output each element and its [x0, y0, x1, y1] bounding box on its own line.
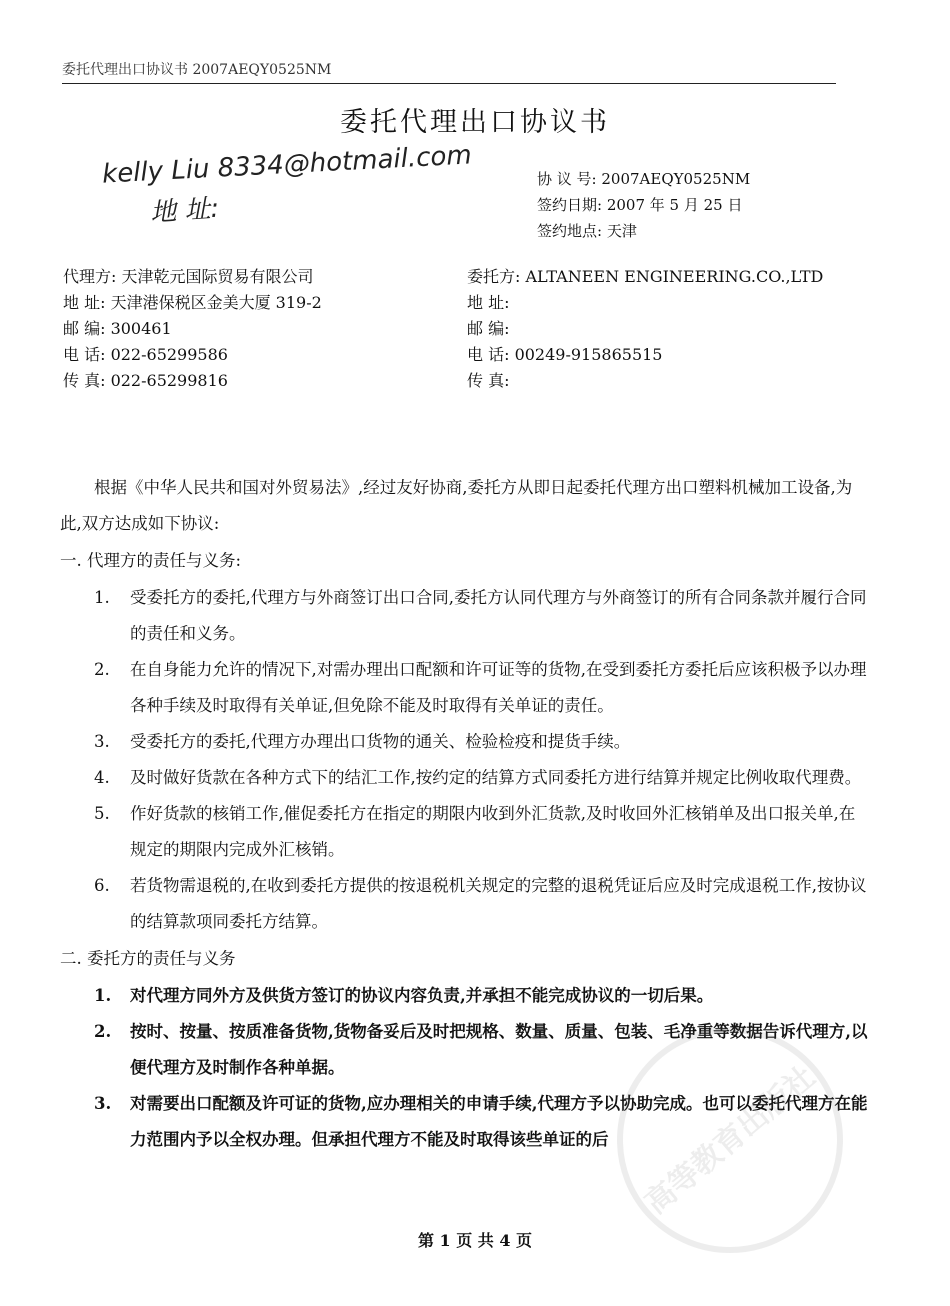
item-text: 若货物需退税的,在收到委托方提供的按退税机关规定的完整的退税凭证后应及时完成退税工作,按协议的结算款项同委托方结算。 — [130, 876, 867, 931]
agent-name: 代理方: 天津乾元国际贸易有限公司 — [63, 267, 314, 286]
item-number: 2. — [94, 1022, 112, 1041]
principal-fax: 传 真: — [467, 371, 510, 390]
agreement-meta — [537, 166, 750, 244]
section-1-item — [60, 760, 870, 796]
signing-date: 签约日期: 2007 年 5 月 25 日 — [537, 196, 743, 214]
item-text: 作好货款的核销工作,催促委托方在指定的期限内收到外汇货款,及时收回外汇核销单及出口报关单,在规定的期限内完成外汇核销。 — [130, 804, 856, 859]
item-text: 按时、按量、按质准备货物,货物备妥后及时把规格、数量、质量、包装、毛净重等数据告诉代理方,以便代理方及时制作各种单据。 — [130, 1022, 868, 1077]
item-text: 在自身能力允许的情况下,对需办理出口配额和许可证等的货物,在受到委托方委托后应该积极予以办理各种手续及时取得有关单证,但免除不能及时取得有关单证的责任。 — [130, 660, 867, 715]
principal-party-block — [467, 264, 823, 394]
agent-postcode: 邮 编: 300461 — [63, 319, 172, 338]
section-1-item — [60, 652, 870, 724]
principal-phone: 电 话: 00249-915865515 — [467, 345, 663, 364]
section-1-item — [60, 724, 870, 760]
document-title: 委托代理出口协议书 — [340, 107, 610, 138]
item-text: 对需要出口配额及许可证的货物,应办理相关的申请手续,代理方予以协助完成。也可以委托代理方在能力范围内予以全权办理。但承担代理方不能及时取得该些单证的后 — [130, 1094, 868, 1149]
item-number: 3. — [94, 732, 110, 751]
agent-address: 地 址: 天津港保税区金美大厦 319-2 — [63, 293, 322, 312]
handwritten-address-note: 地 址: — [149, 193, 221, 229]
intro-paragraph: 根据《中华人民共和国对外贸易法》,经过友好协商,委托方从即日起委托代理方出口塑料机械加工设备,为此,双方达成如下协议: — [60, 478, 853, 533]
signing-place: 签约地点: 天津 — [537, 222, 637, 240]
section-2-title: 二. 委托方的责任与义务 — [60, 949, 236, 968]
item-number: 6. — [94, 876, 110, 895]
handwritten-email: kelly Liu 8334@hotmail.com — [101, 140, 473, 190]
section-1-item — [60, 796, 870, 868]
principal-name: 委托方: ALTANEEN ENGINEERING.CO.,LTD — [467, 267, 824, 286]
section-1-item — [60, 580, 870, 652]
watermark-text: 高等教育出版社 — [638, 1059, 823, 1222]
agent-phone: 电 话: 022-65299586 — [63, 345, 228, 364]
section-1-item — [60, 868, 870, 940]
item-text: 受委托方的委托,代理方办理出口货物的通关、检验检疫和提货手续。 — [130, 732, 631, 751]
item-number: 3. — [94, 1094, 112, 1113]
agreement-number: 协 议 号: 2007AEQY0525NM — [537, 170, 751, 188]
item-number: 5. — [94, 804, 110, 823]
item-number: 4. — [94, 768, 110, 787]
item-number: 1. — [94, 588, 110, 607]
section-1-title: 一. 代理方的责任与义务: — [60, 551, 242, 570]
item-text: 及时做好货款在各种方式下的结汇工作,按约定的结算方式同委托方进行结算并规定比例收取代理费。 — [130, 768, 862, 787]
principal-postcode: 邮 编: — [467, 319, 510, 338]
running-header: 委托代理出口协议书 2007AEQY0525NM — [62, 59, 836, 84]
agent-fax: 传 真: 022-65299816 — [63, 371, 228, 390]
agent-party-block — [63, 264, 322, 394]
principal-address: 地 址: — [467, 293, 510, 312]
item-text: 受委托方的委托,代理方与外商签订出口合同,委托方认同代理方与外商签订的所有合同条款并履行合同的责任和义务。 — [130, 588, 867, 643]
item-number: 1. — [94, 986, 112, 1005]
section-2-item — [60, 978, 870, 1014]
page-number: 第 1 页 共 4 页 — [417, 1231, 533, 1250]
item-text: 对代理方同外方及供货方签订的协议内容负责,并承担不能完成协议的一切后果。 — [130, 986, 714, 1005]
item-number: 2. — [94, 660, 110, 679]
